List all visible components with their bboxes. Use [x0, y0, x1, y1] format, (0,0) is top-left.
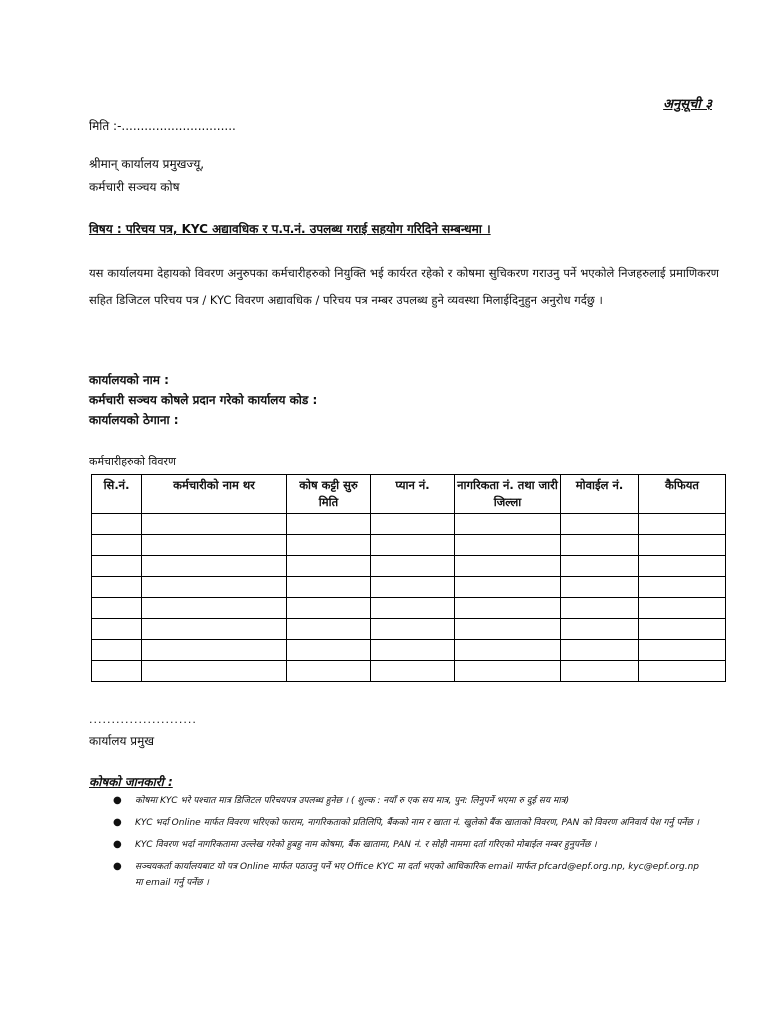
table-cell — [455, 535, 561, 556]
table-cell — [92, 598, 142, 619]
table-cell — [92, 661, 142, 682]
table-row — [92, 640, 726, 661]
table-cell — [287, 598, 371, 619]
table-cell — [142, 640, 287, 661]
table-cell — [639, 640, 726, 661]
table-cell — [287, 577, 371, 598]
table-row — [92, 514, 726, 535]
table-cell — [561, 640, 639, 661]
table-cell — [287, 640, 371, 661]
office-code-field: कर्मचारी सञ्चय कोषले प्रदान गरेको कार्यालय कोड : — [89, 393, 318, 407]
header-pan-no: प्यान नं. — [371, 475, 455, 514]
table-cell — [639, 661, 726, 682]
table-cell — [287, 661, 371, 682]
bullet-dot-icon: ● — [113, 861, 122, 872]
table-cell — [142, 535, 287, 556]
table-row — [92, 661, 726, 682]
table-cell — [371, 619, 455, 640]
table-cell — [92, 535, 142, 556]
recipient-organization: कर्मचारी सञ्चय कोष — [89, 180, 180, 194]
note-text: कोषमा KYC भरे पश्चात मात्र डिजिटल परिचयपत्र उपलब्ध हुनेछ । ( शुल्क : नयाँ रु एक सय मात्र, पुन: लिनुपर्ने भएमा रु दुई सय मात्र) — [135, 796, 570, 806]
table-cell — [455, 598, 561, 619]
table-cell — [142, 514, 287, 535]
header-serial-no: सि.नं. — [92, 475, 142, 514]
signature-line: ........................ — [89, 713, 197, 726]
table-body — [92, 514, 726, 682]
list-item — [113, 793, 703, 809]
employee-details-table — [91, 474, 726, 682]
table-row — [92, 598, 726, 619]
letter-subject: विषय : परिचय पत्र, KYC अद्यावधिक र प.प.नं. उपलब्ध गराई सहयोग गरिदिने सम्बन्धमा । — [89, 222, 491, 236]
note-text: सञ्चयकर्ता कार्यालयबाट यो पत्र Online मार्फत पठाउनु पर्ने भए Office KYC मा दर्ता भएको आधिकारिक email मार्फत pfcard@epf.org.np, kyc@epf.org.np मा email गर्नु पर्नेछ । — [135, 862, 700, 888]
table-cell — [455, 556, 561, 577]
table-cell — [455, 577, 561, 598]
table-cell — [371, 556, 455, 577]
bullet-dot-icon: ● — [113, 817, 122, 828]
table-cell — [92, 577, 142, 598]
table-cell — [287, 514, 371, 535]
table-cell — [561, 598, 639, 619]
table-caption: कर्मचारीहरुको विवरण — [89, 455, 176, 468]
list-item — [113, 815, 703, 831]
table-cell — [142, 577, 287, 598]
date-line: मिति :-.............................. — [89, 119, 236, 133]
fund-info-title: कोषको जानकारी : — [89, 775, 173, 789]
header-employee-name: कर्मचारीको नाम थर — [142, 475, 287, 514]
table-cell — [639, 619, 726, 640]
header-citizenship-no: नागरिकता नं. तथा जारी जिल्ला — [455, 475, 561, 514]
header-mobile-no: मोवाईल नं. — [561, 475, 639, 514]
table-cell — [639, 577, 726, 598]
table-cell — [92, 619, 142, 640]
table-cell — [142, 556, 287, 577]
table-cell — [561, 619, 639, 640]
table-cell — [455, 619, 561, 640]
table-cell — [142, 598, 287, 619]
table-cell — [371, 661, 455, 682]
table-cell — [639, 535, 726, 556]
table-cell — [561, 535, 639, 556]
note-text: KYC भर्दा Online मार्फत विवरण भरिएको फाराम, नागरिकताको प्रतिलिपि, बैंकको नाम र खाता नं. खुलेको बैंक खाताको विवरण, PAN को विवरण अनिवार्य पेश गर्नु पर्नेछ । — [135, 818, 700, 828]
table-cell — [371, 640, 455, 661]
office-address-field: कार्यालयको ठेगाना : — [89, 413, 179, 427]
table-header-row — [92, 475, 726, 514]
table-cell — [287, 535, 371, 556]
table-cell — [455, 640, 561, 661]
note-text: KYC विवरण भर्दा नागरिकतामा उल्लेख गरेको हुबहु नाम कोषमा, बैंक खातामा, PAN नं. र सोही नाममा दर्ता गरिएको मोबाईल नम्बर हुनुपर्नेछ । — [135, 840, 597, 850]
bullet-dot-icon: ● — [113, 839, 122, 850]
table-cell — [92, 556, 142, 577]
office-name-field: कार्यालयको नाम : — [89, 373, 169, 387]
table-cell — [92, 514, 142, 535]
table-cell — [561, 556, 639, 577]
table-cell — [639, 598, 726, 619]
letter-body: यस कार्यालयमा देहायको विवरण अनुरुपका कर्मचारीहरुको नियुक्ति भई कार्यरत रहेको र कोषमा सुचिकरण गराउनु पर्ने भएकोले निजहरुलाई प्रमाणिकरण सहित डिजिटल परिचय पत्र / KYC विवरण अद्यावधिक / परिचय पत्र नम्बर उपलब्ध हुने व्यवस्था मिलाईदिनुहुन अनुरोध गर्दछु । — [89, 266, 719, 307]
table-cell — [371, 577, 455, 598]
header-remarks: कैफियत — [639, 475, 726, 514]
bullet-dot-icon: ● — [113, 795, 122, 806]
table-cell — [455, 514, 561, 535]
table-cell — [92, 640, 142, 661]
signature-title: कार्यालय प्रमुख — [89, 734, 155, 748]
table-row — [92, 535, 726, 556]
list-item — [113, 837, 703, 853]
header-deduction-start-date: कोष कट्टी सुरु मिति — [287, 475, 371, 514]
annex-label: अनुसूची ३ — [663, 97, 712, 112]
table-cell — [371, 535, 455, 556]
table-cell — [142, 661, 287, 682]
table-cell — [561, 514, 639, 535]
table-row — [92, 556, 726, 577]
table-cell — [371, 598, 455, 619]
list-item — [113, 859, 703, 891]
table-cell — [287, 556, 371, 577]
table-cell — [639, 514, 726, 535]
table-row — [92, 619, 726, 640]
table-cell — [561, 577, 639, 598]
table-cell — [142, 619, 287, 640]
table-cell — [371, 514, 455, 535]
table-cell — [455, 661, 561, 682]
table-cell — [287, 619, 371, 640]
table-cell — [561, 661, 639, 682]
table-cell — [639, 556, 726, 577]
table-row — [92, 577, 726, 598]
fund-info-notes — [113, 793, 703, 897]
recipient-title: श्रीमान् कार्यालय प्रमुखज्यू, — [89, 157, 205, 171]
